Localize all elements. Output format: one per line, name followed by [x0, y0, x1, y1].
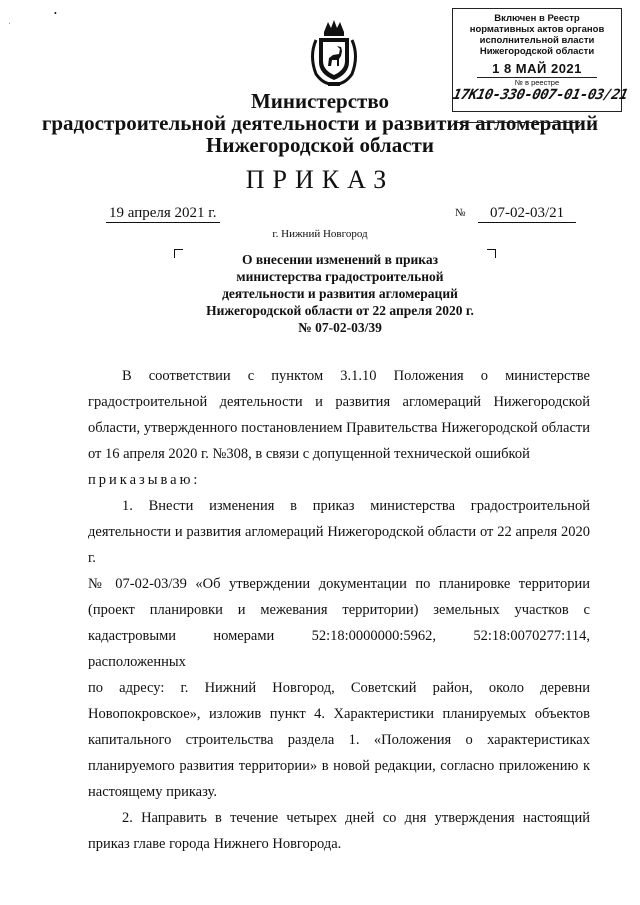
order-subject: [170, 251, 510, 336]
para2-line-7: Новопокровское», изложив пункт 4. Характеристики планируемых объектов: [88, 706, 590, 722]
stamp-line-1: Включен в Реестр: [494, 13, 580, 24]
subject-line-1: О внесении изменений в приказ: [241, 252, 439, 267]
order-number: [478, 205, 576, 222]
stamp-date: 1 8 МАЙ 2021: [492, 61, 582, 76]
subject-line-3: деятельности и развития агломераций: [222, 286, 458, 301]
para2-line-2: деятельности и развития агломераций Нижегородской области от 22 апреля 2020 г.: [88, 524, 590, 566]
para1-line-1: В соответствии с пунктом 3.1.10 Положения о министерстве: [122, 368, 590, 384]
number-label: №: [455, 207, 466, 219]
subject-line-4: Нижегородской области от 22 апреля 2020 г.: [206, 303, 474, 318]
ministry-name-line-1: Министерство: [250, 89, 390, 113]
stamp-line-4: Нижегородской области: [479, 46, 595, 57]
stamp-line-3: исполнительной власти: [479, 35, 595, 46]
subject-line-2: министерства градостроительной: [236, 269, 444, 284]
para3-line-2: приказ главе города Нижнего Новгорода.: [88, 836, 342, 852]
stamp-handwritten-number: 17К10-330-007-01-03/21: [451, 87, 630, 103]
para2-line-9: планируемого развития территории» в новой редакции, согласно приложению к: [88, 758, 590, 774]
para1-line-4: от 16 апреля 2020 г. №308, в связи с допущенной технической ошибкой: [88, 446, 530, 462]
order-title: ПРИКАЗ: [245, 165, 395, 194]
order-date: [106, 205, 220, 222]
subject-line-5: № 07-02-03/39: [298, 320, 382, 335]
para2-line-1: 1. Внести изменения в приказ министерства градостроительной: [122, 498, 590, 514]
para1-line-3: области, утвержденного постановлением Правительства Нижегородской области: [88, 420, 590, 436]
city: г. Нижний Новгород: [272, 228, 368, 240]
coat-of-arms-icon: [306, 18, 362, 90]
order-date-value: 19 апреля 2021 г.: [106, 205, 220, 223]
para2-line-6: по адресу: г. Нижний Новгород, Советский район, около деревни: [88, 680, 590, 696]
para2-line-8: капитального строительства раздела 1. «Положения о характеристиках: [88, 732, 590, 748]
para2-line-5: кадастровыми номерами 52:18:0000000:5962, 52:18:0070277:114, расположенных: [88, 628, 590, 670]
ministry-name-line-3: Нижегородской области: [206, 133, 434, 157]
para1-line-2: градостроительной деятельности и развития агломераций Нижегородской: [88, 394, 590, 410]
para3-line-1: 2. Направить в течение четырех дней со дня утверждения настоящий: [122, 810, 590, 826]
para2-line-4: (проект планировки и межевания территории) земельных участков с: [88, 602, 590, 618]
stamp-number-label: № в реестре: [514, 78, 560, 87]
order-operative-word: приказываю:: [88, 472, 201, 488]
stamp-line-2: нормативных актов органов: [469, 24, 605, 35]
order-body: [88, 363, 590, 857]
para2-line-3: № 07-02-03/39 «Об утверждении документации по планировке территории: [88, 576, 590, 592]
order-number-value: 07-02-03/21: [478, 205, 576, 223]
scan-line: [456, 122, 580, 123]
para2-line-10: настоящему приказу.: [88, 784, 217, 800]
ministry-name-line-2: градостроительной деятельности и развития агломераций: [41, 111, 599, 135]
